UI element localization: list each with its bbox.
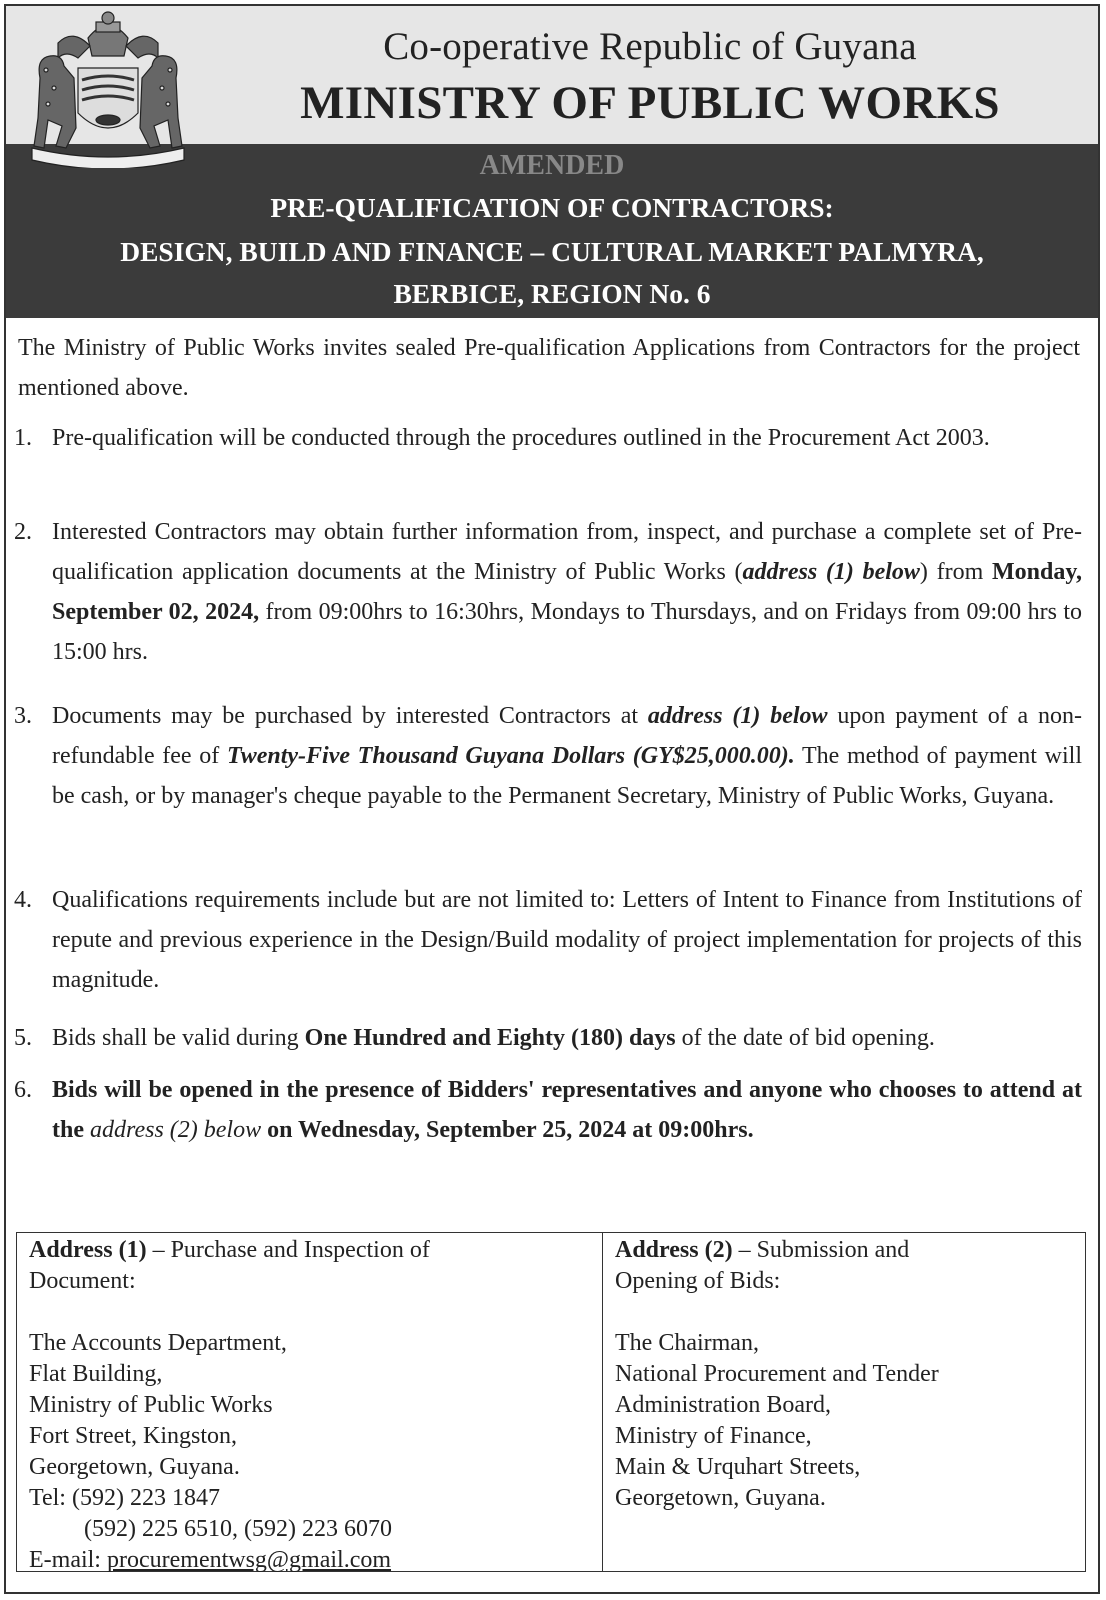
item-number: 1. xyxy=(14,425,32,451)
email-link[interactable]: procurementwsg@gmail.com xyxy=(106,1547,392,1573)
address-reference: address (1) below xyxy=(647,703,828,729)
address-1-caption: – Purchase and Inspection of xyxy=(146,1237,430,1263)
address-2-caption: – Submission and xyxy=(732,1237,910,1263)
address-1-line: Flat Building, xyxy=(29,1361,163,1387)
republic-name: Co-operative Republic of Guyana xyxy=(383,25,917,68)
item-text: The method of payment will be cash, or by manager's cheque payable to the Permanent Secretary, Ministry of Public Works, Guyana. xyxy=(52,743,1082,809)
item-text: Documents may be purchased by interested Contractors at xyxy=(52,703,648,729)
item-text: Pre-qualification will be conducted through the procedures outlined in the Procurement Act 2003. xyxy=(52,425,990,451)
address-2-line: National Procurement and Tender xyxy=(615,1361,939,1387)
item-text: ) from xyxy=(919,559,992,585)
item-text: Qualifications requirements include but are not limited to: Letters of Intent to Finance from Institutions of repute and previous experience in the Design/Build modality of project implementation for projects of this magnitude. xyxy=(52,887,1082,993)
notice-title-line-2: DESIGN, BUILD AND FINANCE – CULTURAL MARKET PALMYRA, xyxy=(120,236,984,267)
address-reference: address (2) below xyxy=(90,1117,262,1143)
notice-title-line-3: BERBICE, REGION No. 6 xyxy=(393,278,711,309)
document-fee: Twenty-Five Thousand Guyana Dollars (GY$25,000.00). xyxy=(226,743,795,769)
list-item-5 xyxy=(14,1018,1082,1058)
item-text: Bids shall be valid during xyxy=(52,1025,305,1051)
list-item-1 xyxy=(14,418,1082,458)
item-text: Interested Contractors may obtain further information from, inspect, and purchase a complete set of Pre-qualification application documents at the Ministry of Public Works ( xyxy=(52,519,1082,585)
address-1-line: Ministry of Public Works xyxy=(29,1392,273,1418)
address-1-caption-cont: Document: xyxy=(29,1268,136,1294)
item-text: upon payment of a non-refundable fee of xyxy=(52,703,1083,769)
list-item-6 xyxy=(14,1070,1082,1150)
item-number: 2. xyxy=(14,519,32,545)
tel-label: Tel: xyxy=(29,1485,72,1511)
list-item-3 xyxy=(14,696,1082,816)
address-2-label: Address (2) xyxy=(615,1237,733,1263)
address-2-caption-cont: Opening of Bids: xyxy=(615,1268,781,1294)
item-number: 6. xyxy=(14,1077,32,1103)
item-number: 3. xyxy=(14,703,32,729)
address-2-line: Georgetown, Guyana. xyxy=(615,1485,826,1511)
address-1-label: Address (1) xyxy=(29,1237,147,1263)
item-text: from 09:00hrs to 16:30hrs, Mondays to Thursdays, and on Fridays from 09:00 hrs to 15:00 hrs. xyxy=(52,599,1083,665)
item-number: 5. xyxy=(14,1025,32,1051)
amended-label: AMENDED xyxy=(479,150,625,181)
address-2-line: Main & Urquhart Streets, xyxy=(615,1454,861,1480)
list-item-4 xyxy=(14,880,1082,1000)
address-2-line: The Chairman, xyxy=(615,1330,759,1356)
intro-paragraph: The Ministry of Public Works invites sealed Pre-qualification Applications from Contractors for the project mentioned above. xyxy=(18,335,1080,401)
address-1-column xyxy=(17,1233,603,1571)
address-2-line: Ministry of Finance, xyxy=(615,1423,812,1449)
list-item-2 xyxy=(14,512,1082,672)
address-table xyxy=(16,1232,1086,1572)
email-label: E-mail: xyxy=(29,1547,107,1573)
item-text: of the date of bid opening. xyxy=(675,1025,935,1051)
telephone-number: (592) 223 1847 xyxy=(71,1485,220,1511)
address-1-line: The Accounts Department, xyxy=(29,1330,287,1356)
address-reference: address (1) below xyxy=(742,559,920,585)
bid-opening-date: on Wednesday, September 25, 2024 at 09:00hrs. xyxy=(261,1117,754,1143)
address-2-line: Administration Board, xyxy=(615,1392,831,1418)
validity-period: One Hundred and Eighty (180) days xyxy=(304,1025,676,1051)
item-text: Bids will be opened in the presence of Bidders' representatives and anyone who chooses to attend at the xyxy=(52,1077,1082,1143)
address-1-line: Georgetown, Guyana. xyxy=(29,1454,240,1480)
item-number: 4. xyxy=(14,887,32,913)
address-2-column xyxy=(603,1233,1083,1571)
coat-of-arms-emblem xyxy=(18,8,198,168)
ministry-name: MINISTRY OF PUBLIC WORKS xyxy=(300,77,1000,129)
address-1-line: Fort Street, Kingston, xyxy=(29,1423,237,1449)
telephone-numbers: (592) 225 6510, (592) 223 6070 xyxy=(84,1516,392,1542)
start-date: Monday, September 02, 2024, xyxy=(52,559,1083,625)
notice-title-line-1: PRE-QUALIFICATION OF CONTRACTORS: xyxy=(270,192,834,223)
